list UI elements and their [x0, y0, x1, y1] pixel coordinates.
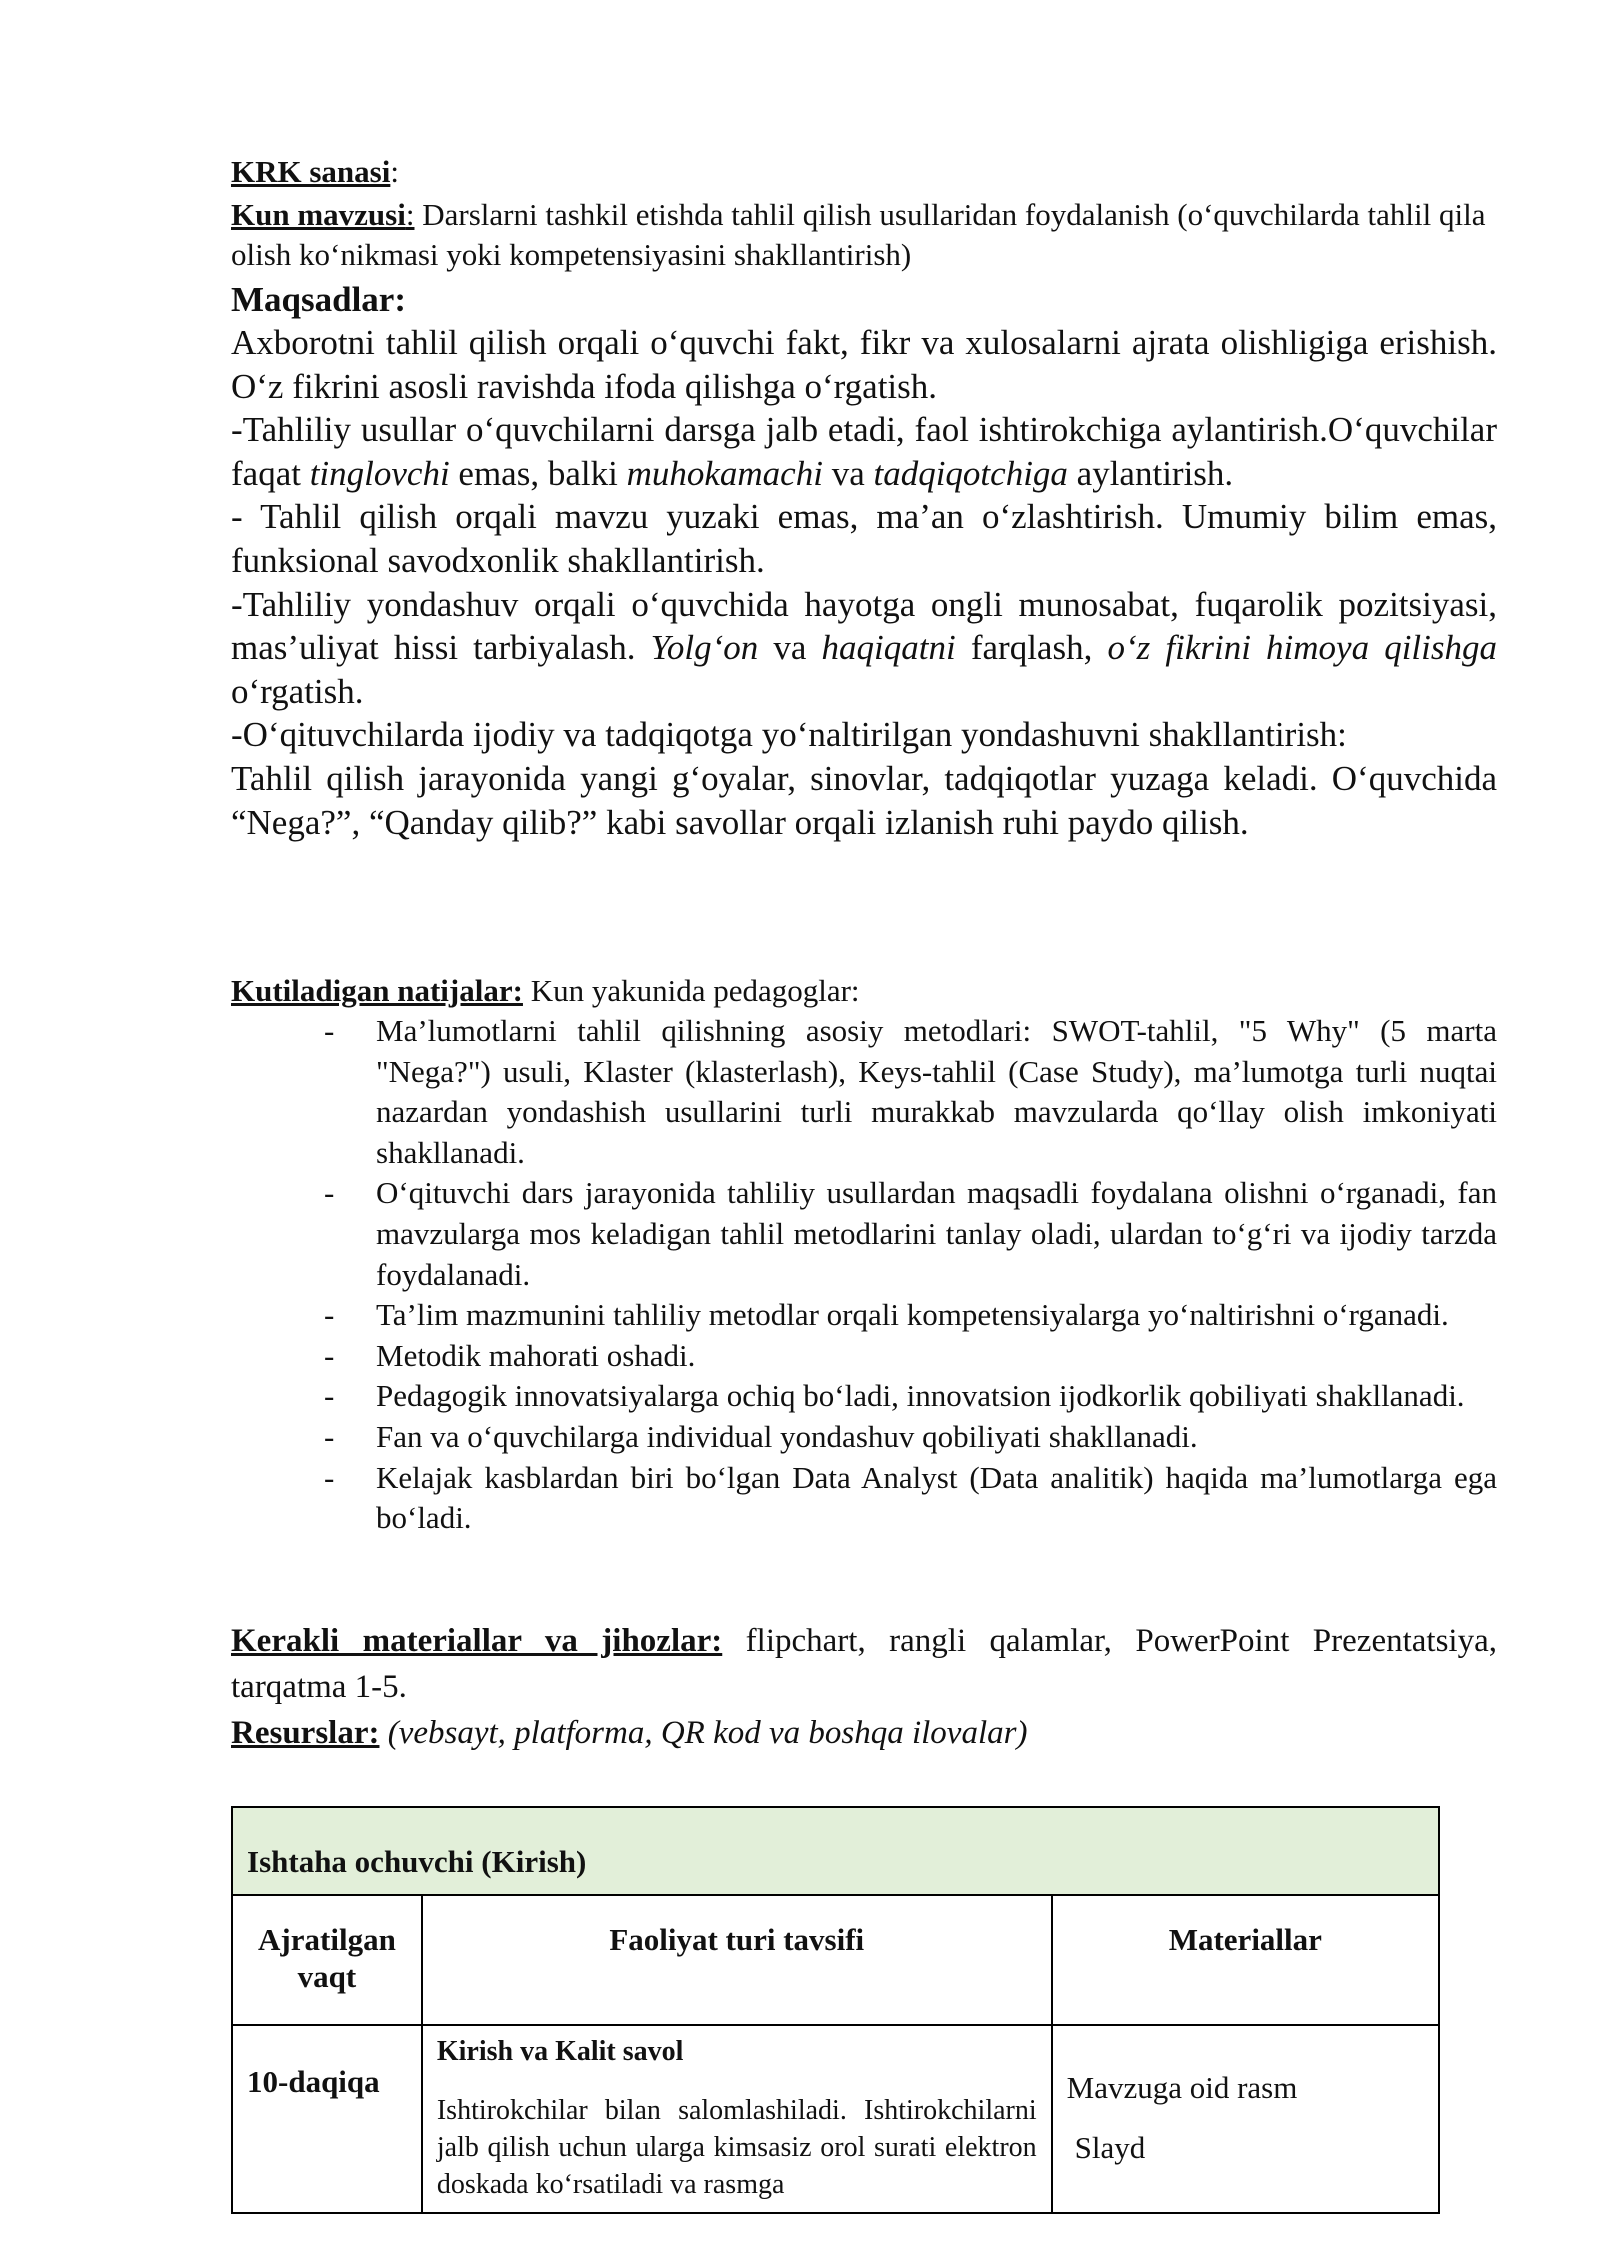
materials-text: flipchart, rangli qalamlar, PowerPoint Prezentatsiya, tarqatma 1-5.: [231, 1623, 1497, 1705]
goals-paragraph-4: [231, 583, 1497, 714]
goals-p2-italic-1: tinglovchi: [309, 453, 450, 493]
lesson-plan-table: [231, 1806, 1440, 2214]
goals-p4-text-a: -Tahliliy yondashuv orqali o‘quvchida hayotga ongli munosabat, fuqarolik pozitsiyasi, mas’uliyat hissi tarbiyalash.: [231, 584, 1497, 668]
goals-p4-text-d: o‘rgatish.: [231, 671, 364, 711]
goals-p2-italic-2: muhokamachi: [626, 453, 823, 493]
section-title: Ishtaha ochuvchi (Kirish): [232, 1807, 1439, 1895]
cell-materials: [1052, 2025, 1439, 2213]
list-dash: -: [324, 1297, 335, 1333]
column-header-materials: Materiallar: [1052, 1895, 1439, 2025]
list-dash: -: [324, 1459, 335, 1495]
cell-description: [422, 2025, 1052, 2213]
list-dash: -: [324, 1378, 335, 1414]
day-topic-label: Kun mavzusi: [231, 197, 406, 232]
activity-description: Ishtirokchilar bilan salomlashiladi. Ishtirokchilarni jalb qilish uchun ularga kimsasiz orol surati elektron doskada ko‘rsatiladi va rasmga: [436, 2095, 1037, 2200]
list-item: [231, 1376, 1497, 1417]
goals-paragraph-2: [231, 408, 1497, 495]
goals-p4-text-c: farqlash,: [955, 628, 1108, 668]
list-item-text: Kelajak kasblardan biri bo‘lgan Data Analyst (Data analitik) haqida ma’lumotlarga ega bo‘ladi.: [376, 1459, 1497, 1536]
results-intro: Kun yakunida pedagoglar:: [522, 973, 860, 1008]
materials-section: [231, 1618, 1497, 1756]
material-item: Slayd: [1074, 2130, 1146, 2165]
goals-paragraph-5: -O‘qituvchilarda ijodiy va tadqiqotga yo‘naltirilgan yondashuvni shakllantirish:: [231, 715, 1347, 755]
day-topic: [231, 195, 1497, 275]
results-list: [231, 1011, 1497, 1539]
resources-label: Resurslar:: [231, 1715, 380, 1751]
krk-date-label: KRK sanasi: [231, 154, 391, 189]
column-header-description: Faoliyat turi tavsifi: [422, 1895, 1052, 2025]
list-dash: -: [324, 1013, 335, 1048]
goals-p2-text-d: aylantirish.: [1067, 453, 1234, 493]
goals-p2-text-b: emas, balki: [449, 453, 627, 493]
table-header-row: [232, 1895, 1439, 2025]
goals-p4-italic-3: o‘z fikrini himoya qilishga: [1107, 628, 1497, 668]
goals-paragraph-3: - Tahlil qilish orqali mavzu yuzaki emas, ma’an o‘zlashtirish. Umumiy bilim emas, funksional savodxonlik shakllantirish.: [231, 497, 1497, 580]
goals-p4-text-b: va: [758, 628, 822, 668]
materials-label: Kerakli materiallar va jihozlar:: [231, 1623, 723, 1659]
krk-date-colon: :: [390, 154, 399, 189]
list-dash: -: [324, 1418, 335, 1454]
list-item: [231, 1336, 1497, 1377]
table-row: [232, 2025, 1439, 2213]
list-item: [231, 1011, 1497, 1173]
list-dash: -: [324, 1337, 335, 1373]
list-item-text: Ta’lim mazmunini tahliliy metodlar orqali kompetensiyalarga yo‘naltirishni o‘rganadi.: [376, 1297, 1449, 1333]
list-item-text: Fan va o‘quvchilarga individual yondashuv qobiliyati shakllanadi.: [376, 1418, 1198, 1454]
list-item-text: Ma’lumotlarni tahlil qilishning asosiy metodlari: SWOT-tahlil, "5 Why" (5 marta "Nega?") usuli, Klaster (klasterlash), Keys-tahlil (Case Study), ma’lumotga turli nuqtai nazardan yondashish usullarini turli murakkab mavzularda qo‘llay olish imkoniyati shakllanadi.: [376, 1013, 1497, 1170]
results-label: Kutiladigan natijalar:: [231, 973, 523, 1008]
krk-date-line: [231, 152, 1497, 192]
day-topic-colon: :: [405, 197, 415, 232]
activity-title: Kirish va Kalit savol: [436, 2036, 684, 2067]
list-item: [231, 1417, 1497, 1458]
goals-p4-italic-2: haqiqatni: [821, 628, 956, 668]
goals-paragraph-1: Axborotni tahlil qilish orqali o‘quvchi fakt, fikr va xulosalarni ajrata olishligiga erishish. O‘z fikrini asosli ravishda ifoda qilishga o‘rgatish.: [231, 323, 1497, 406]
list-item-text: O‘qituvchi dars jarayonida tahliliy usullardan maqsadli foydalana olishni o‘rganadi, fan mavzularga mos keladigan tahlil metodlarini tanlay oladi, ulardan to‘g‘ri va ijodiy tarzda foydalanadi.: [376, 1175, 1497, 1292]
list-item: [231, 1173, 1497, 1295]
goals-p2-text-a: -Tahliliy usullar o‘quvchilarni darsga jalb etadi, faol ishtirokchiga aylantirish.O‘quvchilar faqat: [231, 410, 1497, 493]
column-header-time: Ajratilgan vaqt: [232, 1895, 422, 2025]
list-dash: -: [324, 1175, 335, 1211]
goals-heading: Maqsadlar:: [231, 280, 406, 319]
cell-time: 10-daqiqa: [232, 2025, 422, 2213]
day-topic-text: Darslarni tashkil etishda tahlil qilish usullaridan foydalanish (o‘quvchilarda tahlil qila olish ko‘nikmasi yoki kompetensiyasini shakllantirish): [231, 197, 1486, 272]
goals-p4-italic-1: Yolg‘on: [650, 628, 759, 668]
list-item-text: Metodik mahorati oshadi.: [376, 1337, 696, 1373]
table-section-row: [232, 1807, 1439, 1895]
list-item-text: Pedagogik innovatsiyalarga ochiq bo‘ladi, innovatsion ijodkorlik qobiliyati shakllanadi.: [376, 1378, 1465, 1414]
resources-text: (vebsayt, platforma, QR kod va boshqa ilovalar): [379, 1715, 1028, 1751]
goals-section: [231, 278, 1497, 844]
expected-results: [231, 970, 1497, 1539]
goals-p2-italic-3: tadqiqotchiga: [873, 453, 1068, 493]
material-item: Mavzuga oid rasm: [1066, 2070, 1298, 2105]
goals-paragraph-6: Tahlil qilish jarayonida yangi g‘oyalar, sinovlar, tadqiqotlar yuzaga keladi. O‘quvchida “Nega?”, “Qanday qilib?” kabi savollar orqali izlanish ruhi paydo qilish.: [231, 758, 1497, 842]
goals-p2-text-c: va: [822, 453, 874, 493]
list-item: [231, 1458, 1497, 1539]
list-item: [231, 1295, 1497, 1336]
